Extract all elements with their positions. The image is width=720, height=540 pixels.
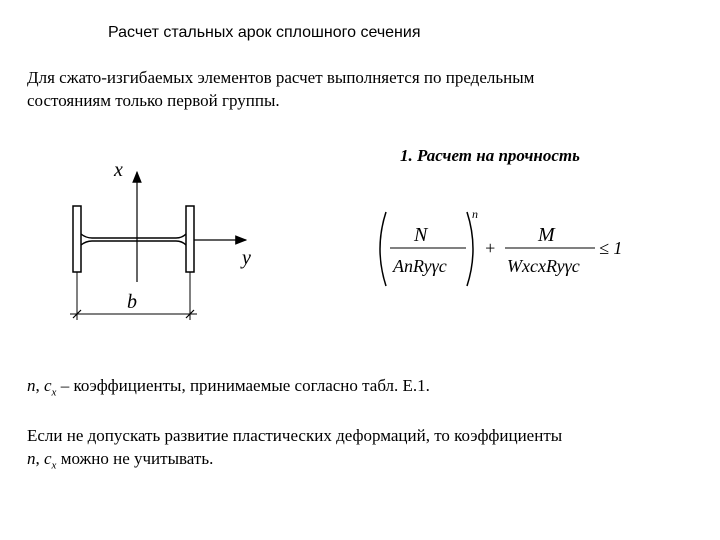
right-flange bbox=[186, 206, 194, 272]
symbol-separator: , bbox=[35, 376, 44, 395]
section-heading: 1. Расчет на прочность bbox=[400, 146, 580, 165]
intro-line-1: Для сжато-изгибаемых элементов расчет выполняется по предельным bbox=[27, 68, 535, 87]
plus-sign: + bbox=[484, 238, 497, 258]
axis-y-label: y bbox=[242, 247, 251, 269]
intro-line-2: состояниям только первой группы. bbox=[27, 91, 280, 110]
strength-formula bbox=[380, 207, 622, 286]
web-top bbox=[81, 234, 186, 238]
note-subscript-x: x bbox=[51, 459, 57, 472]
note-line-2 bbox=[27, 447, 562, 477]
numerator-m: M bbox=[538, 224, 555, 246]
axis-x-label: x bbox=[114, 159, 123, 181]
numerator-n: N bbox=[414, 224, 428, 246]
width-label: b bbox=[127, 291, 137, 313]
denominator-right: WxcxRyγc bbox=[507, 256, 580, 276]
left-flange bbox=[73, 206, 81, 272]
symbol-n: n bbox=[27, 376, 36, 395]
relation-le-1: ≤ 1 bbox=[599, 238, 623, 258]
denominator-left-text: AnRyγc bbox=[393, 256, 447, 276]
definitions-text: – коэффициенты, принимаемые согласно табл. Е.1. bbox=[56, 376, 430, 395]
symbol-c: c bbox=[44, 376, 52, 395]
left-paren bbox=[380, 212, 386, 286]
note-line-1: Если не допускать развитие пластических деформаций, то коэффициенты bbox=[27, 426, 563, 445]
width-dimension bbox=[70, 272, 197, 320]
note-symbol-c: c bbox=[44, 449, 52, 468]
web-bottom bbox=[81, 241, 186, 245]
denominator-left bbox=[392, 256, 447, 276]
note-paragraph bbox=[27, 424, 562, 477]
page-title: Расчет стальных арок сплошного сечения bbox=[108, 24, 421, 41]
exponent-n: n bbox=[472, 207, 478, 221]
note-line-2-text: можно не учитывать. bbox=[56, 449, 214, 468]
subscript-x: x bbox=[51, 386, 57, 399]
coefficient-definitions bbox=[27, 374, 430, 404]
note-separator: , bbox=[35, 449, 44, 468]
i-beam-section bbox=[73, 206, 194, 272]
note-symbol-n: n bbox=[27, 449, 36, 468]
right-paren bbox=[467, 212, 473, 286]
